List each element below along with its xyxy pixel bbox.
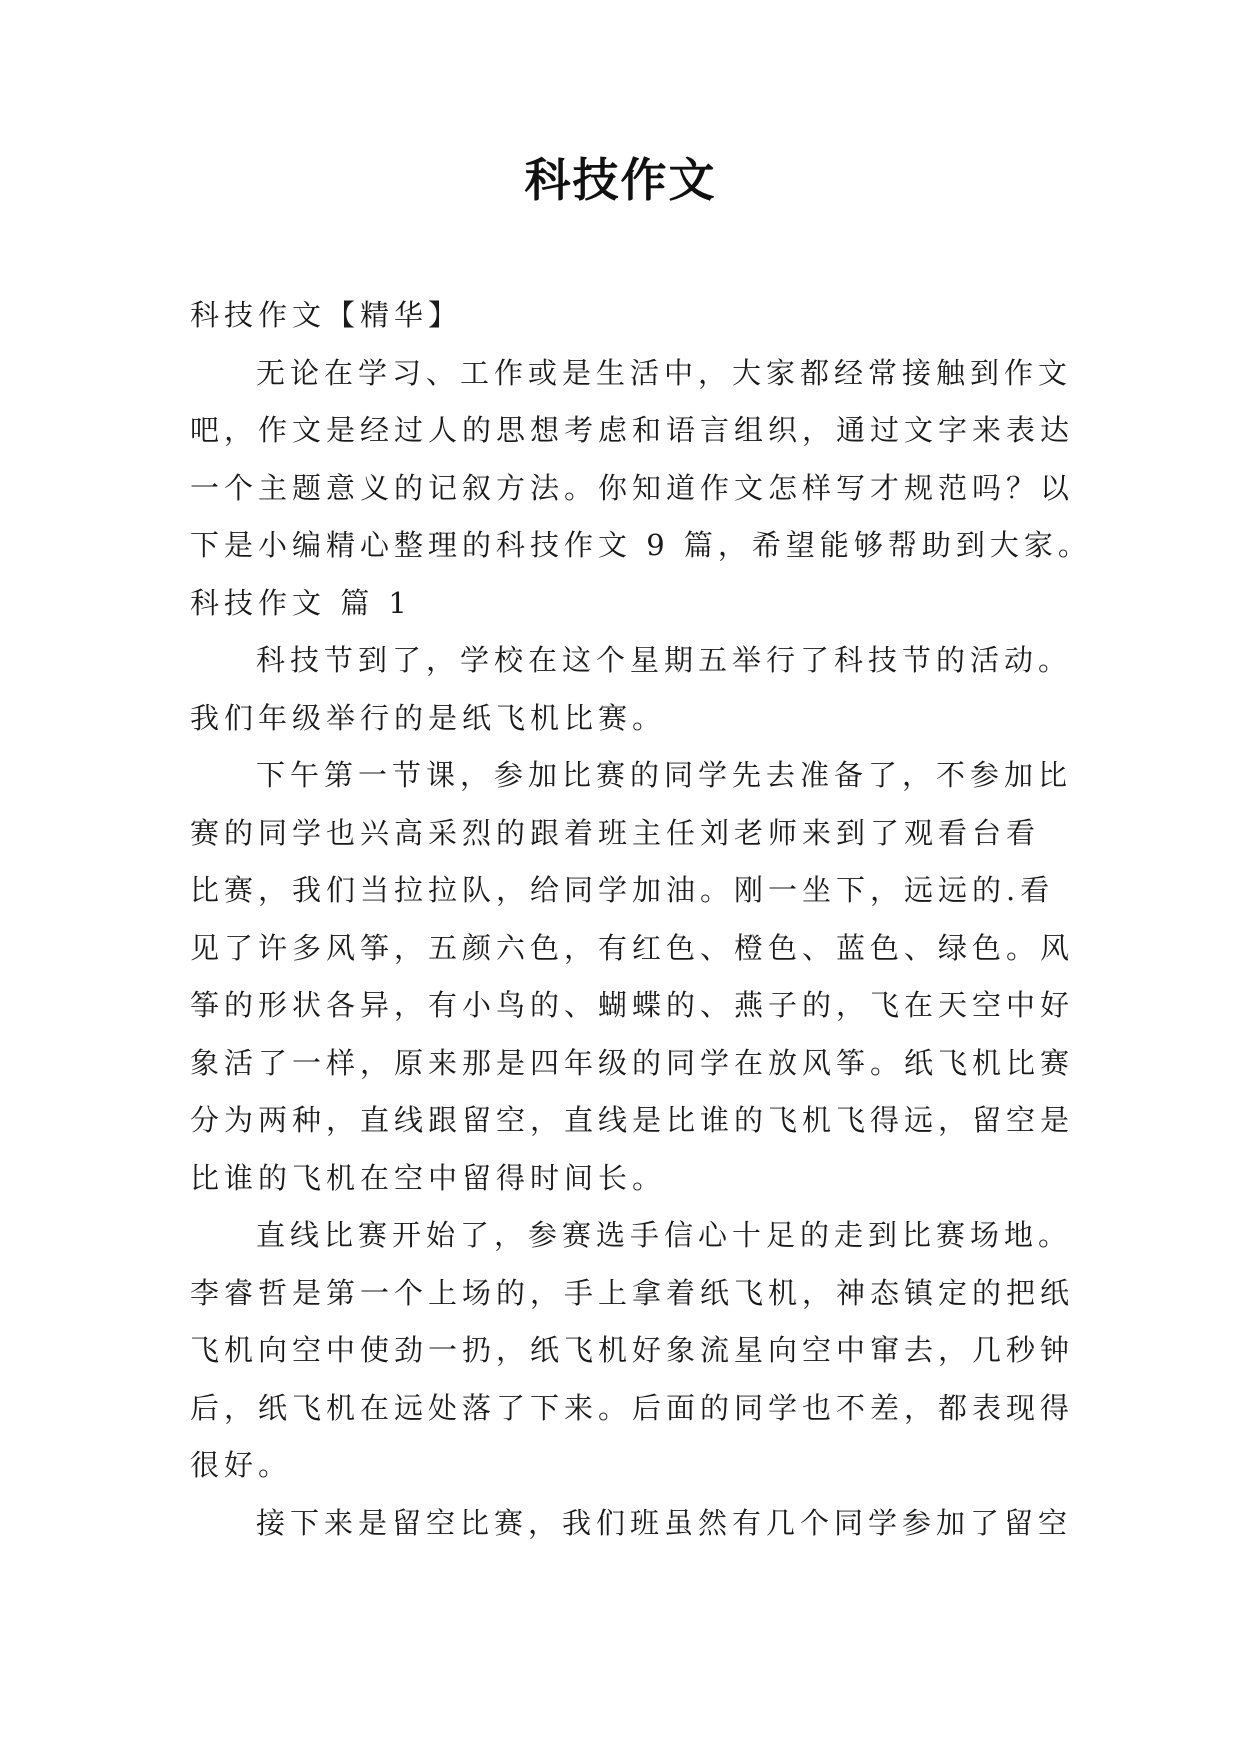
paragraph-line: 下是小编精心整理的科技作文 9 篇，希望能够帮助到大家。 [190, 528, 1092, 562]
paragraph-line: 很好。 [190, 1448, 293, 1482]
paragraph-line: 后，纸飞机在远处落了下来。后面的同学也不差，都表现得 [190, 1390, 1075, 1425]
document-title: 科技作文 [524, 153, 717, 207]
section-heading: 科技作文 篇 1 [190, 585, 412, 620]
paragraph-line: 科技节到了，学校在这个星期五举行了科技节的活动。 [256, 643, 1073, 677]
paragraph-line: 飞机向空中使劲一扔，纸飞机好象流星向空中窜去，几秒钟 [190, 1333, 1075, 1367]
paragraph-line: 下午第一节课，参加比赛的同学先去准备了，不参加比 [256, 758, 1073, 792]
subtitle-line: 科技作文【精华】 [190, 298, 463, 332]
paragraph-line: 见了许多风筝，五颜六色，有红色、橙色、蓝色、绿色。风 [190, 930, 1075, 965]
document-body [190, 287, 1092, 1552]
paragraph-line: 无论在学习、工作或是生活中，大家都经常接触到作文 [256, 355, 1073, 390]
paragraph-line: 分为两种，直线跟留空，直线是比谁的飞机飞得远，留空是 [190, 1103, 1075, 1137]
paragraph-line: 接下来是留空比赛，我们班虽然有几个同学参加了留空 [256, 1505, 1073, 1540]
paragraph-line: 筝的形状各异，有小鸟的、蝴蝶的、燕子的，飞在天空中好 [190, 988, 1075, 1022]
paragraph-line: 我们年级举行的是纸飞机比赛。 [190, 700, 667, 735]
paragraph-line: 一个主题意义的记叙方法。你知道作文怎样写才规范吗？以 [190, 470, 1075, 505]
paragraph-line: 赛的同学也兴高采烈的跟着班主任刘老师来到了观看台看 [190, 815, 1041, 850]
paragraph-line: 吧，作文是经过人的思想考虑和语言组织，通过文字来表达 [190, 413, 1075, 447]
paragraph-line: 李睿哲是第一个上场的，手上拿着纸飞机，神态镇定的把纸 [190, 1275, 1075, 1310]
paragraph-line: 比谁的飞机在空中留得时间长。 [190, 1160, 667, 1195]
paragraph-line: 比赛，我们当拉拉队，给同学加油。刚一坐下，远远的.看 [190, 873, 1055, 907]
paragraph-line: 直线比赛开始了，参赛选手信心十足的走到比赛场地。 [256, 1218, 1073, 1252]
paragraph-line: 象活了一样，原来那是四年级的同学在放风筝。纸飞机比赛 [190, 1045, 1075, 1080]
